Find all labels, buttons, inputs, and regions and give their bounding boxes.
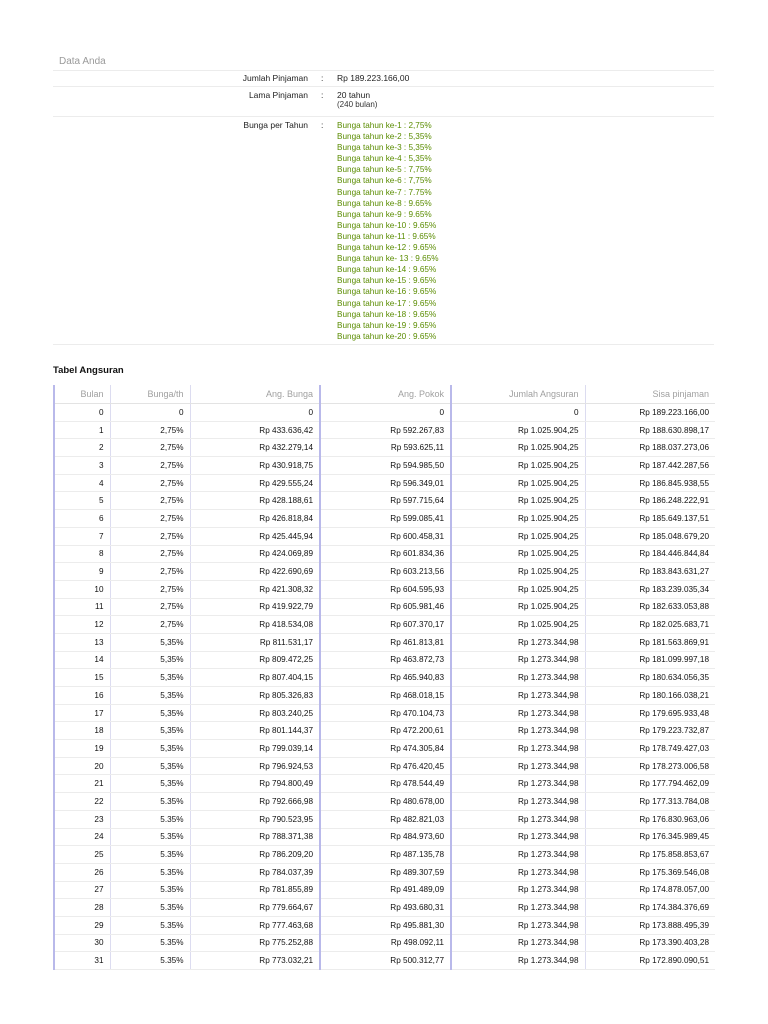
cell-sisa-pinjaman: Rp 188.630.898,17 xyxy=(585,421,715,439)
cell-bulan: 0 xyxy=(54,404,110,422)
cell-jumlah-angsuran: Rp 1.025.904,25 xyxy=(451,474,585,492)
cell-bunga-th: 5.35% xyxy=(110,863,190,881)
rate-item: Bunga tahun ke-9 : 9.65% xyxy=(337,209,432,219)
jumlah-pinjaman-label: Jumlah Pinjaman xyxy=(242,73,308,83)
table-row xyxy=(54,899,715,917)
cell-sisa-pinjaman: Rp 178.273.006,58 xyxy=(585,757,715,775)
cell-ang-pokok: Rp 498.092,11 xyxy=(320,934,451,952)
cell-bulan: 14 xyxy=(54,651,110,669)
table-row xyxy=(54,775,715,793)
cell-ang-bunga: Rp 781.855,89 xyxy=(190,881,320,899)
table-row xyxy=(54,421,715,439)
cell-ang-bunga: Rp 433.636,42 xyxy=(190,421,320,439)
cell-ang-bunga: Rp 799.039,14 xyxy=(190,740,320,758)
table-row xyxy=(54,474,715,492)
cell-ang-bunga: Rp 790.523,95 xyxy=(190,810,320,828)
cell-ang-pokok: Rp 487.135,78 xyxy=(320,846,451,864)
cell-ang-pokok: Rp 465.940,83 xyxy=(320,669,451,687)
column-header-bunga-th: Bunga/th xyxy=(110,385,190,404)
rate-item: Bunga tahun ke-18 : 9.65% xyxy=(337,309,437,319)
cell-jumlah-angsuran: Rp 1.273.344,98 xyxy=(451,633,585,651)
cell-ang-pokok: Rp 597.715,64 xyxy=(320,492,451,510)
rate-item: Bunga tahun ke-19 : 9.65% xyxy=(337,320,437,330)
cell-jumlah-angsuran: Rp 1.025.904,25 xyxy=(451,616,585,634)
cell-sisa-pinjaman: Rp 172.890.090,51 xyxy=(585,952,715,970)
table-title: Tabel Angsuran xyxy=(53,365,124,376)
cell-ang-pokok: Rp 594.985,50 xyxy=(320,457,451,475)
column-header-jumlah-angsuran: Jumlah Angsuran xyxy=(451,385,585,404)
cell-bunga-th: 5.35% xyxy=(110,881,190,899)
cell-jumlah-angsuran: Rp 1.273.344,98 xyxy=(451,775,585,793)
cell-ang-bunga: Rp 779.664,67 xyxy=(190,899,320,917)
cell-ang-pokok: Rp 599.085,41 xyxy=(320,510,451,528)
cell-ang-pokok: Rp 600.458,31 xyxy=(320,527,451,545)
cell-bulan: 23 xyxy=(54,810,110,828)
column-header-ang-bunga: Ang. Bunga xyxy=(190,385,320,404)
cell-sisa-pinjaman: Rp 182.633.053,88 xyxy=(585,598,715,616)
cell-bunga-th: 5,35% xyxy=(110,722,190,740)
rate-item: Bunga tahun ke-3 : 5,35% xyxy=(337,143,432,153)
cell-bulan: 20 xyxy=(54,757,110,775)
cell-sisa-pinjaman: Rp 183.239.035,34 xyxy=(585,580,715,598)
cell-sisa-pinjaman: Rp 173.390.403,28 xyxy=(585,934,715,952)
cell-ang-bunga: Rp 801.144,37 xyxy=(190,722,320,740)
cell-ang-pokok: Rp 461.813,81 xyxy=(320,633,451,651)
cell-bulan: 19 xyxy=(54,740,110,758)
table-row xyxy=(54,563,715,581)
table-row xyxy=(54,757,715,775)
cell-jumlah-angsuran: Rp 1.273.344,98 xyxy=(451,793,585,811)
cell-bulan: 17 xyxy=(54,704,110,722)
cell-sisa-pinjaman: Rp 188.037.273,06 xyxy=(585,439,715,457)
table-row xyxy=(54,863,715,881)
table-row xyxy=(54,952,715,970)
rate-item: Bunga tahun ke-1 : 2,75% xyxy=(337,121,432,130)
divider xyxy=(53,70,714,71)
cell-sisa-pinjaman: Rp 179.695.933,48 xyxy=(585,704,715,722)
cell-jumlah-angsuran: Rp 1.025.904,25 xyxy=(451,545,585,563)
cell-ang-bunga: Rp 807.404,15 xyxy=(190,669,320,687)
cell-jumlah-angsuran: Rp 1.273.344,98 xyxy=(451,881,585,899)
cell-sisa-pinjaman: Rp 189.223.166,00 xyxy=(585,404,715,422)
cell-sisa-pinjaman: Rp 174.384.376,69 xyxy=(585,899,715,917)
cell-ang-bunga: Rp 773.032,21 xyxy=(190,952,320,970)
cell-ang-pokok: Rp 607.370,17 xyxy=(320,616,451,634)
cell-ang-pokok: Rp 491.489,09 xyxy=(320,881,451,899)
cell-bulan: 8 xyxy=(54,545,110,563)
cell-jumlah-angsuran: Rp 1.273.344,98 xyxy=(451,687,585,705)
cell-jumlah-angsuran: Rp 1.273.344,98 xyxy=(451,740,585,758)
cell-jumlah-angsuran: Rp 1.273.344,98 xyxy=(451,651,585,669)
rate-item: Bunga tahun ke-11 : 9.65% xyxy=(337,231,436,241)
cell-jumlah-angsuran: Rp 1.273.344,98 xyxy=(451,669,585,687)
cell-jumlah-angsuran: Rp 1.025.904,25 xyxy=(451,492,585,510)
cell-bunga-th: 5.35% xyxy=(110,934,190,952)
cell-jumlah-angsuran: Rp 1.273.344,98 xyxy=(451,704,585,722)
cell-jumlah-angsuran: Rp 1.025.904,25 xyxy=(451,598,585,616)
cell-ang-pokok: Rp 500.312,77 xyxy=(320,952,451,970)
cell-bunga-th: 2,75% xyxy=(110,545,190,563)
cell-bunga-th: 5,35% xyxy=(110,740,190,758)
cell-ang-pokok: Rp 480.678,00 xyxy=(320,793,451,811)
rate-item: Bunga tahun ke-16 : 9.65% xyxy=(337,287,437,297)
cell-sisa-pinjaman: Rp 173.888.495,39 xyxy=(585,916,715,934)
cell-ang-pokok: Rp 476.420,45 xyxy=(320,757,451,775)
divider xyxy=(53,86,714,87)
cell-bunga-th: 5,35% xyxy=(110,704,190,722)
cell-ang-pokok: Rp 603.213,56 xyxy=(320,563,451,581)
table-row xyxy=(54,457,715,475)
cell-bulan: 15 xyxy=(54,669,110,687)
cell-ang-bunga: Rp 429.555,24 xyxy=(190,474,320,492)
cell-bulan: 27 xyxy=(54,881,110,899)
cell-sisa-pinjaman: Rp 180.166.038,21 xyxy=(585,687,715,705)
lama-pinjaman-years: 20 tahun xyxy=(337,90,371,100)
cell-jumlah-angsuran: Rp 1.273.344,98 xyxy=(451,846,585,864)
cell-sisa-pinjaman: Rp 185.048.679,20 xyxy=(585,527,715,545)
cell-bulan: 18 xyxy=(54,722,110,740)
table-row xyxy=(54,687,715,705)
cell-ang-pokok: Rp 474.305,84 xyxy=(320,740,451,758)
cell-bulan: 7 xyxy=(54,527,110,545)
cell-bulan: 3 xyxy=(54,457,110,475)
cell-ang-bunga: Rp 794.800,49 xyxy=(190,775,320,793)
cell-bunga-th: 5.35% xyxy=(110,828,190,846)
table-row xyxy=(54,545,715,563)
cell-bunga-th: 5,35% xyxy=(110,633,190,651)
cell-bunga-th: 5,35% xyxy=(110,775,190,793)
cell-ang-bunga: Rp 805.326,83 xyxy=(190,687,320,705)
cell-ang-bunga: Rp 421.308,32 xyxy=(190,580,320,598)
cell-ang-pokok: Rp 484.973,60 xyxy=(320,828,451,846)
cell-ang-pokok: Rp 470.104,73 xyxy=(320,704,451,722)
cell-bunga-th: 2,75% xyxy=(110,492,190,510)
cell-jumlah-angsuran: Rp 1.273.344,98 xyxy=(451,916,585,934)
cell-ang-pokok: Rp 468.018,15 xyxy=(320,687,451,705)
cell-sisa-pinjaman: Rp 175.858.853,67 xyxy=(585,846,715,864)
cell-bulan: 12 xyxy=(54,616,110,634)
cell-bulan: 1 xyxy=(54,421,110,439)
cell-ang-pokok: Rp 604.595,93 xyxy=(320,580,451,598)
cell-ang-bunga: Rp 430.918,75 xyxy=(190,457,320,475)
cell-jumlah-angsuran: Rp 1.273.344,98 xyxy=(451,828,585,846)
cell-bulan: 6 xyxy=(54,510,110,528)
cell-bulan: 30 xyxy=(54,934,110,952)
cell-jumlah-angsuran: Rp 1.025.904,25 xyxy=(451,527,585,545)
table-row xyxy=(54,651,715,669)
rate-item: Bunga tahun ke-4 : 5,35% xyxy=(337,154,432,164)
cell-ang-bunga: Rp 809.472,25 xyxy=(190,651,320,669)
cell-jumlah-angsuran: Rp 1.025.904,25 xyxy=(451,457,585,475)
table-row xyxy=(54,439,715,457)
cell-jumlah-angsuran: Rp 1.273.344,98 xyxy=(451,934,585,952)
table-row xyxy=(54,846,715,864)
cell-jumlah-angsuran: Rp 1.273.344,98 xyxy=(451,952,585,970)
cell-sisa-pinjaman: Rp 179.223.732,87 xyxy=(585,722,715,740)
table-row xyxy=(54,510,715,528)
table-row xyxy=(54,527,715,545)
cell-sisa-pinjaman: Rp 174.878.057,00 xyxy=(585,881,715,899)
column-header-ang-pokok: Ang. Pokok xyxy=(320,385,451,404)
table-row xyxy=(54,810,715,828)
cell-jumlah-angsuran: Rp 1.273.344,98 xyxy=(451,810,585,828)
cell-bulan: 31 xyxy=(54,952,110,970)
cell-ang-bunga: Rp 418.534,08 xyxy=(190,616,320,634)
cell-bunga-th: 2,75% xyxy=(110,580,190,598)
cell-ang-pokok: Rp 493.680,31 xyxy=(320,899,451,917)
table-header-row xyxy=(54,385,715,404)
cell-sisa-pinjaman: Rp 184.446.844,84 xyxy=(585,545,715,563)
table-row xyxy=(54,404,715,422)
cell-sisa-pinjaman: Rp 177.313.784,08 xyxy=(585,793,715,811)
cell-ang-bunga: Rp 432.279,14 xyxy=(190,439,320,457)
cell-bunga-th: 5,35% xyxy=(110,651,190,669)
cell-sisa-pinjaman: Rp 186.845.938,55 xyxy=(585,474,715,492)
cell-bulan: 4 xyxy=(54,474,110,492)
cell-ang-pokok: Rp 489.307,59 xyxy=(320,863,451,881)
cell-ang-bunga: Rp 784.037,39 xyxy=(190,863,320,881)
cell-ang-bunga: Rp 786.209,20 xyxy=(190,846,320,864)
cell-bunga-th: 5.35% xyxy=(110,952,190,970)
table-row xyxy=(54,916,715,934)
cell-ang-bunga: Rp 803.240,25 xyxy=(190,704,320,722)
cell-sisa-pinjaman: Rp 178.749.427,03 xyxy=(585,740,715,758)
jumlah-pinjaman-value: Rp 189.223.166,00 xyxy=(337,73,410,83)
cell-bulan: 25 xyxy=(54,846,110,864)
table-body xyxy=(54,404,715,970)
cell-bulan: 16 xyxy=(54,687,110,705)
cell-ang-bunga: Rp 425.445,94 xyxy=(190,527,320,545)
cell-sisa-pinjaman: Rp 186.248.222,91 xyxy=(585,492,715,510)
cell-bulan: 24 xyxy=(54,828,110,846)
colon: : xyxy=(321,90,324,100)
table-row xyxy=(54,633,715,651)
cell-jumlah-angsuran: Rp 1.025.904,25 xyxy=(451,563,585,581)
cell-bunga-th: 5,35% xyxy=(110,669,190,687)
table-row xyxy=(54,828,715,846)
colon: : xyxy=(321,73,324,83)
cell-sisa-pinjaman: Rp 183.843.631,27 xyxy=(585,563,715,581)
cell-jumlah-angsuran: Rp 1.273.344,98 xyxy=(451,757,585,775)
table-row xyxy=(54,740,715,758)
cell-bunga-th: 5,35% xyxy=(110,757,190,775)
table-row xyxy=(54,492,715,510)
cell-sisa-pinjaman: Rp 187.442.287,56 xyxy=(585,457,715,475)
cell-ang-bunga: 0 xyxy=(190,404,320,422)
rate-item: Bunga tahun ke-12 : 9.65% xyxy=(337,243,437,253)
cell-ang-pokok: 0 xyxy=(320,404,451,422)
cell-jumlah-angsuran: Rp 1.025.904,25 xyxy=(451,439,585,457)
cell-bunga-th: 5.35% xyxy=(110,810,190,828)
cell-bunga-th: 2,75% xyxy=(110,598,190,616)
cell-bunga-th: 5.35% xyxy=(110,846,190,864)
cell-ang-pokok: Rp 472.200,61 xyxy=(320,722,451,740)
lama-pinjaman-months: (240 bulan) xyxy=(337,100,378,109)
rate-item: Bunga tahun ke- 13 : 9.65% xyxy=(337,254,439,264)
cell-bulan: 21 xyxy=(54,775,110,793)
rate-item: Bunga tahun ke-8 : 9.65% xyxy=(337,198,432,208)
cell-bulan: 10 xyxy=(54,580,110,598)
cell-sisa-pinjaman: Rp 180.634.056,35 xyxy=(585,669,715,687)
cell-ang-pokok: Rp 601.834,36 xyxy=(320,545,451,563)
rate-item: Bunga tahun ke-17 : 9.65% xyxy=(337,298,437,308)
cell-sisa-pinjaman: Rp 177.794.462,09 xyxy=(585,775,715,793)
cell-bulan: 5 xyxy=(54,492,110,510)
cell-sisa-pinjaman: Rp 176.830.963,06 xyxy=(585,810,715,828)
cell-jumlah-angsuran: Rp 1.273.344,98 xyxy=(451,722,585,740)
lama-pinjaman-label: Lama Pinjaman xyxy=(248,90,308,100)
cell-sisa-pinjaman: Rp 181.099.997,18 xyxy=(585,651,715,669)
divider xyxy=(53,116,714,117)
rate-item: Bunga tahun ke-6 : 7,75% xyxy=(337,176,432,186)
cell-bulan: 11 xyxy=(54,598,110,616)
cell-jumlah-angsuran: Rp 1.273.344,98 xyxy=(451,899,585,917)
divider xyxy=(53,344,714,345)
cell-jumlah-angsuran: Rp 1.025.904,25 xyxy=(451,580,585,598)
cell-ang-pokok: Rp 593.625,11 xyxy=(320,439,451,457)
cell-jumlah-angsuran: 0 xyxy=(451,404,585,422)
table-row xyxy=(54,669,715,687)
column-header-sisa-pinjaman: Sisa pinjaman xyxy=(585,385,715,404)
table-row xyxy=(54,934,715,952)
cell-ang-bunga: Rp 428.188,61 xyxy=(190,492,320,510)
section-title: Data Anda xyxy=(59,56,106,67)
cell-ang-bunga: Rp 788.371,38 xyxy=(190,828,320,846)
cell-jumlah-angsuran: Rp 1.025.904,25 xyxy=(451,510,585,528)
bunga-per-tahun-label: Bunga per Tahun xyxy=(243,120,308,130)
rate-item: Bunga tahun ke-2 : 5,35% xyxy=(337,132,432,142)
rate-item: Bunga tahun ke-15 : 9.65% xyxy=(337,276,437,286)
column-header-bulan: Bulan xyxy=(54,385,110,404)
cell-ang-bunga: Rp 811.531,17 xyxy=(190,633,320,651)
cell-ang-bunga: Rp 424.069,89 xyxy=(190,545,320,563)
table-row xyxy=(54,881,715,899)
table-row xyxy=(54,616,715,634)
cell-ang-bunga: Rp 419.922,79 xyxy=(190,598,320,616)
cell-bunga-th: 2,75% xyxy=(110,421,190,439)
table-row xyxy=(54,704,715,722)
cell-ang-pokok: Rp 463.872,73 xyxy=(320,651,451,669)
table-row xyxy=(54,580,715,598)
cell-bunga-th: 2,75% xyxy=(110,563,190,581)
cell-ang-bunga: Rp 792.666,98 xyxy=(190,793,320,811)
cell-bulan: 9 xyxy=(54,563,110,581)
cell-bulan: 29 xyxy=(54,916,110,934)
cell-sisa-pinjaman: Rp 175.369.546,08 xyxy=(585,863,715,881)
cell-sisa-pinjaman: Rp 182.025.683,71 xyxy=(585,616,715,634)
cell-bunga-th: 5.35% xyxy=(110,916,190,934)
cell-jumlah-angsuran: Rp 1.025.904,25 xyxy=(451,421,585,439)
cell-ang-bunga: Rp 777.463,68 xyxy=(190,916,320,934)
cell-ang-pokok: Rp 478.544,49 xyxy=(320,775,451,793)
installment-table xyxy=(53,385,715,970)
cell-ang-bunga: Rp 422.690,69 xyxy=(190,563,320,581)
cell-bulan: 2 xyxy=(54,439,110,457)
rate-item: Bunga tahun ke-5 : 7,75% xyxy=(337,165,432,175)
table-row xyxy=(54,722,715,740)
cell-bunga-th: 2,75% xyxy=(110,510,190,528)
rate-list xyxy=(337,120,439,342)
cell-bunga-th: 0 xyxy=(110,404,190,422)
cell-ang-pokok: Rp 592.267,83 xyxy=(320,421,451,439)
lama-pinjaman-value xyxy=(337,90,377,110)
rate-item: Bunga tahun ke-7 : 7.75% xyxy=(337,187,432,197)
cell-bulan: 13 xyxy=(54,633,110,651)
rate-item: Bunga tahun ke-14 : 9.65% xyxy=(337,265,437,275)
rate-item: Bunga tahun ke-10 : 9.65% xyxy=(337,220,437,230)
rate-item: Bunga tahun ke-20 : 9.65% xyxy=(337,331,437,341)
cell-bulan: 26 xyxy=(54,863,110,881)
cell-sisa-pinjaman: Rp 181.563.869,91 xyxy=(585,633,715,651)
cell-ang-bunga: Rp 775.252,88 xyxy=(190,934,320,952)
cell-bulan: 28 xyxy=(54,899,110,917)
cell-bunga-th: 5.35% xyxy=(110,793,190,811)
colon: : xyxy=(321,120,324,130)
cell-bunga-th: 5,35% xyxy=(110,687,190,705)
cell-ang-pokok: Rp 482.821,03 xyxy=(320,810,451,828)
cell-jumlah-angsuran: Rp 1.273.344,98 xyxy=(451,863,585,881)
cell-sisa-pinjaman: Rp 176.345.989,45 xyxy=(585,828,715,846)
cell-ang-bunga: Rp 426.818,84 xyxy=(190,510,320,528)
cell-bunga-th: 2,75% xyxy=(110,527,190,545)
cell-bunga-th: 2,75% xyxy=(110,474,190,492)
cell-bunga-th: 2,75% xyxy=(110,457,190,475)
cell-ang-pokok: Rp 495.881,30 xyxy=(320,916,451,934)
cell-sisa-pinjaman: Rp 185.649.137,51 xyxy=(585,510,715,528)
cell-ang-pokok: Rp 596.349,01 xyxy=(320,474,451,492)
cell-bunga-th: 2,75% xyxy=(110,616,190,634)
cell-bunga-th: 5.35% xyxy=(110,899,190,917)
cell-bunga-th: 2,75% xyxy=(110,439,190,457)
cell-ang-pokok: Rp 605.981,46 xyxy=(320,598,451,616)
cell-ang-bunga: Rp 796.924,53 xyxy=(190,757,320,775)
cell-bulan: 22 xyxy=(54,793,110,811)
table-row xyxy=(54,793,715,811)
table-row xyxy=(54,598,715,616)
